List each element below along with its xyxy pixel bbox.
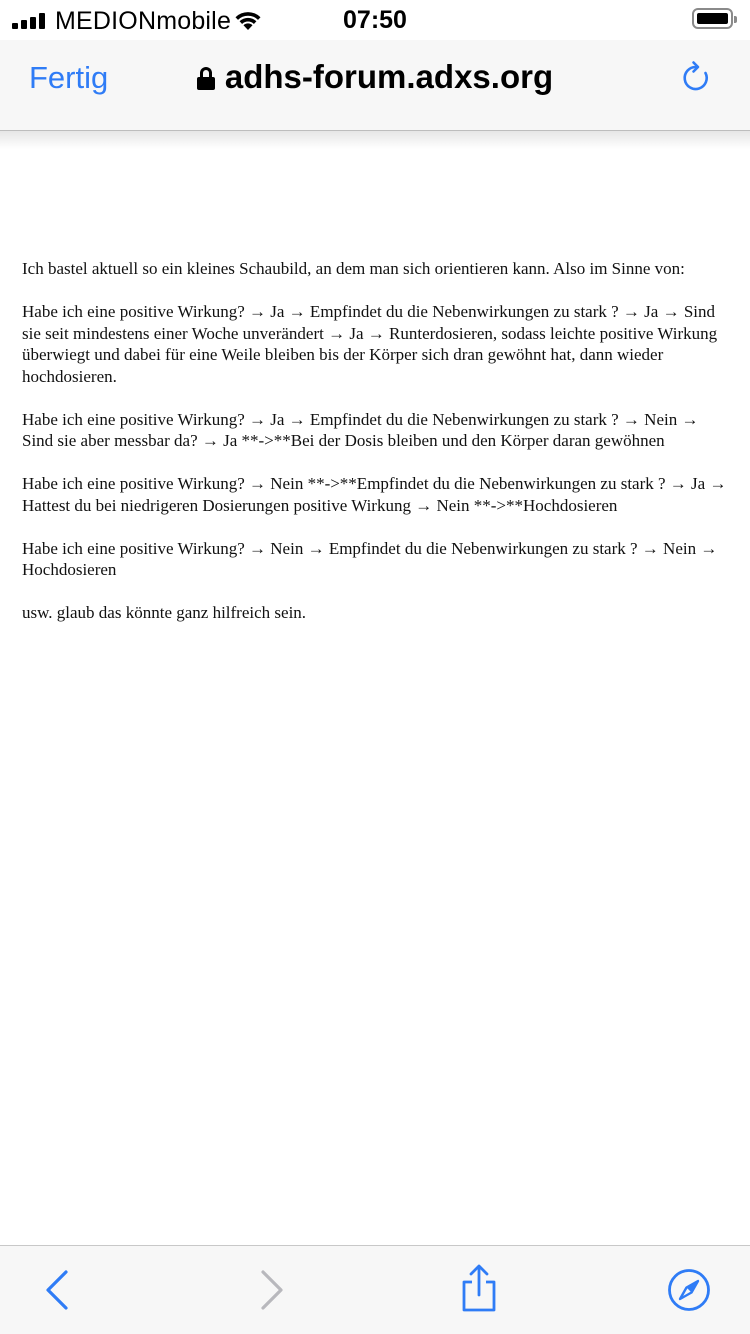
carrier-name: MEDIONmobile: [55, 7, 232, 35]
status-bar: [0, 0, 750, 40]
done-button[interactable]: Fertig: [29, 60, 109, 95]
clock-time: 07:50: [343, 6, 407, 34]
browser-nav-bar: [0, 40, 750, 131]
post-paragraph: usw. glaub das könnte ganz hilfreich sein.: [22, 603, 307, 622]
post-paragraph: Habe ich eine positive Wirkung? → Nein → Empfindet du die Nebenwirkungen zu stark ? → Nein → Hochdosieren: [22, 538, 718, 579]
compass-icon[interactable]: [667, 1268, 711, 1312]
address-bar[interactable]: [0, 58, 750, 96]
nav-divider: [0, 131, 750, 149]
chevron-left-icon[interactable]: [36, 1268, 80, 1312]
url-text: adhs-forum.adxs.org: [224, 58, 554, 95]
share-icon[interactable]: [457, 1264, 501, 1308]
lock-icon: [197, 67, 215, 89]
post-paragraph: Habe ich eine positive Wirkung? → Ja → Empfindet du die Nebenwirkungen zu stark ? → Ja → Sind sie seit mindestens einer Woche unverändert → Ja → Runterdosieren, sodass leichte positive Wirkung überwiegt und dabei für eine Weile bleiben bis der Körper sich dran gewöhnt hat, dann wieder hochdosieren.: [22, 302, 718, 386]
post-paragraph: Habe ich eine positive Wirkung? → Ja → Empfindet du die Nebenwirkungen zu stark ? → Nein → Sind sie aber messbar da? → Ja **->**Bei der Dosis bleiben und den Körper daran gewöhnen: [22, 409, 699, 450]
browser-toolbar: [0, 1245, 750, 1334]
post-content: [22, 258, 728, 645]
post-paragraph: Habe ich eine positive Wirkung? → Nein **->**Empfindet du die Nebenwirkungen zu stark ? → Ja → Hattest du bei niedrigeren Dosierungen positive Wirkung → Nein **->**Hochdosieren: [22, 474, 727, 515]
post-paragraph: Ich bastel aktuell so ein kleines Schaubild, an dem man sich orientieren kann. Also im Sinne von:: [22, 259, 685, 278]
chevron-right-icon[interactable]: [249, 1268, 293, 1312]
reload-icon[interactable]: [678, 60, 714, 96]
battery-icon: [692, 8, 733, 29]
